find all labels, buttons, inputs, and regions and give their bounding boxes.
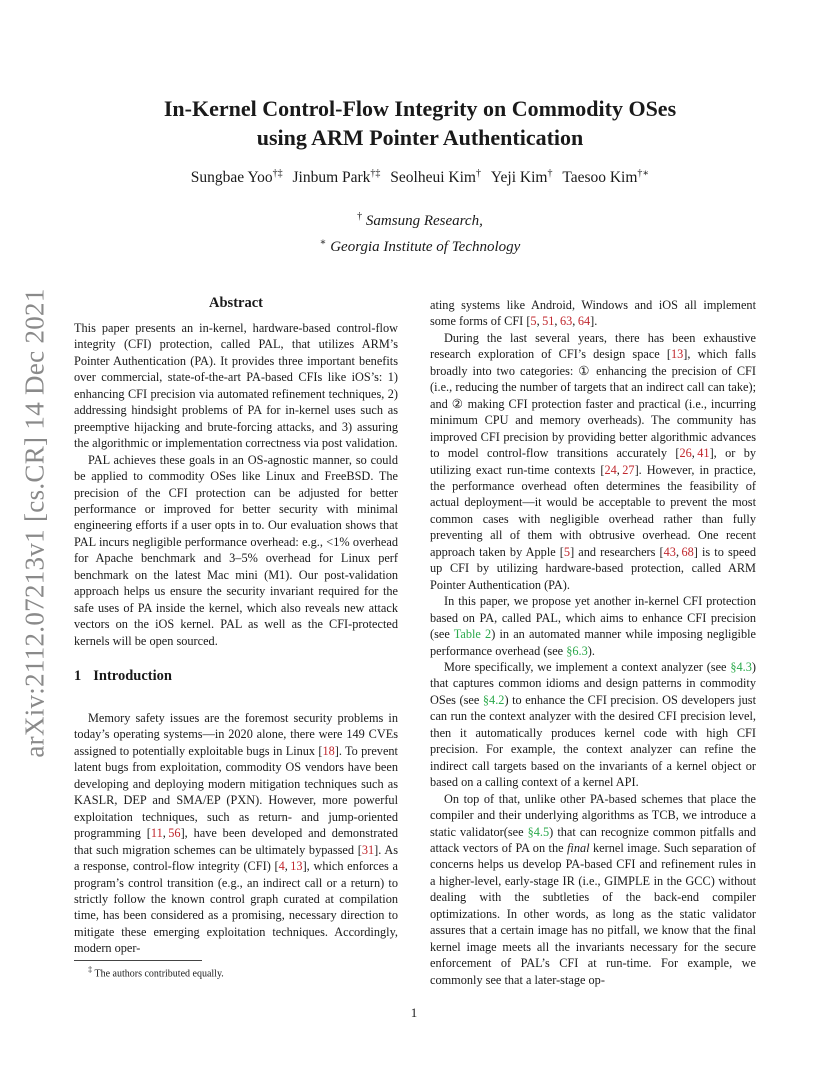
body-paragraph: On top of that, unlike other PA-based schemes that place the compiler and their underlying algorithms as TCB, we introduce a static validator(see §4.5) that can recognize common pitfalls and attack vectors of PA on the final kernel image. Such separation of concerns helps us develop PA-based CFI and refinement rules in a higher-level, early-stage IR (i.e., GIMPLE in the GCC) without dealing with the subtleties of the back-end compiler optimizations. In other words, as long as the static validator assures that a certain image has no pitfall, we know that the final kernel image meets all the invariants necessary for the secure enforcement of PAL’s CFI at run-time. For example, we commonly see that a later-stage op- [430,791,756,987]
author: Yeji Kim† [490,168,553,187]
citation-link[interactable]: 18 [322,743,335,758]
affiliations [90,206,750,258]
citation-link[interactable]: 5 [563,544,571,559]
citation-link[interactable]: 64 [577,314,591,329]
page-number: 1 [410,1005,418,1020]
section-reference-link[interactable]: §4.2 [482,692,505,707]
abstract-paragraph: This paper presents an in-kernel, hardware-based control-flow integrity (CFI) protection, called PAL, that utilizes ARM’s Pointer Authentication (PA). It provides three important benefits over commercial, state-of-the-art PA-based CFIs like iOS’s: 1) enhancing CFI precision via automated refinement techniques, 2) addressing hindsight problems of PA for in-kernel uses such as preemptive hijacking and brute-forcing attacks, and 3) assuring the algorithmic or implementation correctness via post validation. [74,321,398,451]
citation-link[interactable]: 43 [663,544,676,559]
introduction-body-left [74,710,398,957]
author: Seolheui Kim† [390,168,481,187]
introduction-body-right [430,297,756,988]
footnote-rule [74,960,202,961]
title-line-2: using ARM Pointer Authentication [256,125,584,150]
body-paragraph: During the last several years, there has been exhaustive research exploration of CFI’s design space [13], which falls broadly into two categories: ① enhancing the precision of CFI (i.e., reducing the number of targets that an indirect call can take); and ② making CFI protection faster and practical (i.e., incurring minimum CPU and memory overheads). The community has improved CFI precision by providing better algorithmic advances to model control-flow transitions accurately [26, 41], or by utilizing exact run-time contexts [24, 27]. However, in practice, the performance overhead often determines the feasibility of actual deployment—it would be acceptable to prevent the most common cases with negligible overhead rather than fully preventing all of them with obtrusive overhead. One recent approach taken by Apple [5] and researchers [43, 68] is to speed up CFI by utilizing hardware-based protection, called ARM Pointer Authentication (PA). [430,330,757,592]
citation-link[interactable]: 26 [679,446,692,461]
citation-link[interactable]: 24 [604,462,617,477]
author-list [90,168,750,187]
affiliation: ∗ Georgia Institute of Technology [319,237,521,255]
section-reference-link[interactable]: §4.3 [730,659,752,674]
footnote: ‡ The authors contributed equally. [88,965,224,980]
citation-link[interactable]: 51 [542,314,555,329]
paper-title [90,94,750,152]
citation-link[interactable]: 4 [278,859,285,874]
body-paragraph: Memory safety issues are the foremost security problems in today’s operating systems—in 2020 alone, there were 149 CVEs assigned to potentially exploitable bugs in Linux [18]. To prevent latent bugs from exploitation, commodity OS vendors have been developing and deploying modern mitigation techniques such as KASLR, DEP and SMA/EP (PXN). However, more powerful exploitation techniques, such as return- and jump-oriented programming [11, 56], have been developed and demonstrated that such migration schemes can be ultimately bypassed [31]. As a response, control-flow integrity (CFI) [4, 13], which enforces a program’s control transition (e.g., an indirect call or a return) to strictly follow the known control graph curated at compilation time, has been considered as a promising, necessary direction to mitigate these emerging exploitation techniques. Accordingly, modern oper- [74,711,398,956]
citation-link[interactable]: 31 [361,842,375,857]
affiliation: † Samsung Research, [357,211,483,229]
arxiv-stamp [19,288,50,758]
citation-link[interactable]: 63 [559,314,573,329]
author: Taesoo Kim†∗ [562,168,650,187]
section-title: Introduction [93,668,172,684]
abstract-body [74,320,398,649]
body-paragraph: ating systems like Android, Windows and iOS all implement some forms of CFI [5, 51, 63, 64]. [430,298,756,329]
abstract-paragraph: PAL achieves these goals in an OS-agnostic manner, so could be applied to commodity OSes like Linux and FreeBSD. The precision of the CFI protection can be adjusted for better performance or improved for better security with minimal engineering efforts if a user opts in to. Our evaluation shows that PAL incurs negligible performance overhead: e.g., <1% overhead for Apache benchmark and 3–5% overhead for Linux perf benchmark on the latest Mac mini (M1). Our post-validation approach helps us ensure the security invariant required for the safe uses of PA inside the kernel, which also reveals new attack vectors on the iOS kernel. PAL as well as the CFI-protected kernels will be open sourced. [74,452,398,648]
title-line-1: In-Kernel Control-Flow Integrity on Commodity OSes [163,96,677,121]
author: Sungbae Yoo†‡ [190,168,283,187]
arxiv-identifier: arXiv:2112.07213v1 [cs.CR] 14 Dec 2021 [19,288,50,758]
author: Jinbum Park†‡ [292,168,381,187]
citation-link[interactable]: 56 [168,826,181,841]
citation-link[interactable]: 13 [290,859,303,874]
body-paragraph: In this paper, we propose yet another in-kernel CFI protection based on PA, called PAL, which aims to enhance CFI precision (see Table 2) in an automated manner while imposing negligible performance overhead (see §6.3). [430,594,756,658]
section-heading [74,668,172,685]
citation-link[interactable]: 41 [697,446,710,461]
citation-link[interactable]: 68 [681,544,694,559]
section-number: 1 [74,668,82,684]
table-reference-link[interactable]: Table 2 [453,627,492,642]
section-reference-link[interactable]: §6.3 [566,643,588,658]
abstract-heading: Abstract [209,295,263,311]
section-reference-link[interactable]: §4.5 [527,824,550,839]
citation-link[interactable]: 5 [530,314,537,329]
citation-link[interactable]: 27 [622,462,635,477]
body-paragraph: More specifically, we implement a context analyzer (see §4.3) that captures common idioms and design patterns in commodity OSes (see §4.2) to enhance the CFI precision. OS developers just can run the context analyzer with the desired CFI precision level, then it automatically produces kernel code with high CFI precision. For example, the context analyzer can refine the indirect call targets based on the invariants of a kernel object or based on a calling context of a kernel API. [430,659,756,790]
citation-link[interactable]: 11 [150,826,163,841]
citation-link[interactable]: 13 [671,347,684,362]
